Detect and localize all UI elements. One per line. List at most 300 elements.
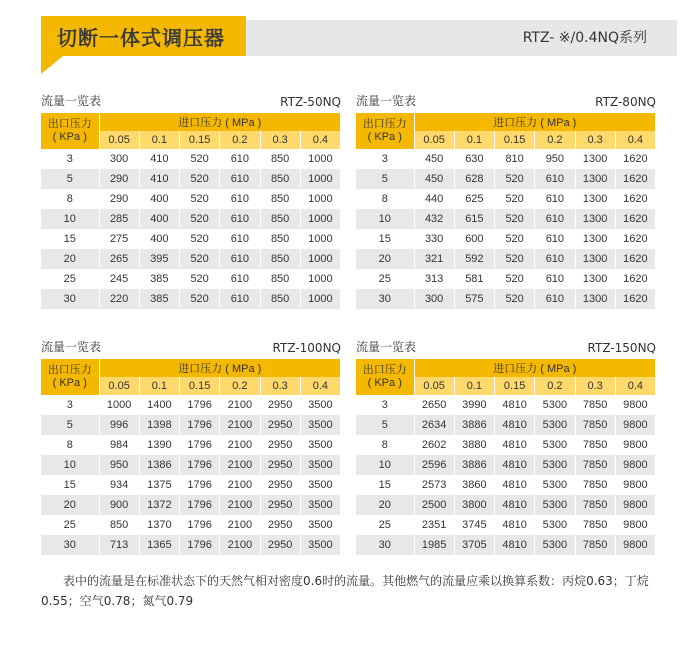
table-row — [356, 535, 656, 555]
flow-value-cell: 9800 — [615, 415, 655, 435]
flow-table — [41, 359, 341, 555]
flow-value-cell: 628 — [454, 169, 494, 189]
flow-value-cell: 2100 — [220, 495, 260, 515]
flow-value-cell: 1000 — [300, 149, 340, 169]
flow-value-cell: 7850 — [575, 435, 615, 455]
flow-value-cell: 850 — [260, 229, 300, 249]
flow-value-cell: 3880 — [454, 435, 494, 455]
flow-value-cell: 300 — [414, 289, 454, 309]
outlet-pressure-value: 20 — [41, 249, 99, 269]
flow-value-cell: 2100 — [220, 435, 260, 455]
outlet-pressure-value: 20 — [41, 495, 99, 515]
inlet-pressure-header: 进口压力 ( MPa ) — [414, 113, 656, 131]
flow-value-cell: 410 — [139, 149, 179, 169]
table-row — [41, 209, 341, 229]
table-row — [41, 269, 341, 289]
flow-value-cell: 4810 — [495, 415, 535, 435]
outlet-pressure-value: 8 — [41, 435, 99, 455]
flow-value-cell: 520 — [495, 289, 535, 309]
flow-value-cell: 1620 — [615, 169, 655, 189]
list-title: 流量一览表 — [41, 94, 102, 108]
flow-value-cell: 610 — [535, 209, 575, 229]
flow-value-cell: 7850 — [575, 495, 615, 515]
flow-value-cell: 4810 — [495, 455, 535, 475]
flow-value-cell: 1300 — [575, 249, 615, 269]
inlet-pressure-header: 进口压力 ( MPa ) — [99, 113, 341, 131]
page-title: 切断一体式调压器 — [57, 25, 225, 50]
outlet-pressure-value: 10 — [41, 209, 99, 229]
inlet-pressure-value: 0.05 — [99, 377, 139, 395]
flow-value-cell: 2950 — [260, 535, 300, 555]
inlet-pressure-value: 0.15 — [180, 377, 220, 395]
flow-value-cell: 265 — [99, 249, 139, 269]
flow-value-cell: 9800 — [615, 395, 655, 415]
flow-value-cell: 1796 — [180, 415, 220, 435]
flow-value-cell: 4810 — [495, 395, 535, 415]
flow-value-cell: 1000 — [300, 269, 340, 289]
table-row — [41, 535, 341, 555]
flow-value-cell: 9800 — [615, 435, 655, 455]
table-row — [41, 189, 341, 209]
outlet-pressure-value: 30 — [356, 289, 414, 309]
flow-value-cell: 400 — [139, 229, 179, 249]
flow-value-cell: 440 — [414, 189, 454, 209]
header-tab-notch — [41, 56, 63, 74]
flow-value-cell: 2950 — [260, 435, 300, 455]
inlet-pressure-value: 0.05 — [99, 131, 139, 149]
flow-value-cell: 1300 — [575, 149, 615, 169]
flow-value-cell: 245 — [99, 269, 139, 289]
model-name: RTZ-50NQ — [280, 95, 341, 109]
outlet-pressure-value: 25 — [41, 269, 99, 289]
list-title: 流量一览表 — [356, 340, 417, 354]
inlet-pressure-value: 0.2 — [535, 131, 575, 149]
inlet-pressure-value: 0.15 — [495, 131, 535, 149]
outlet-pressure-value: 30 — [41, 289, 99, 309]
flow-value-cell: 2596 — [414, 455, 454, 475]
flow-value-cell: 2500 — [414, 495, 454, 515]
flow-value-cell: 2950 — [260, 515, 300, 535]
flow-value-cell: 3886 — [454, 455, 494, 475]
inlet-pressure-value: 0.2 — [535, 377, 575, 395]
flow-value-cell: 290 — [99, 169, 139, 189]
model-name: RTZ-100NQ — [272, 341, 341, 355]
outlet-pressure-value: 25 — [356, 269, 414, 289]
flow-value-cell: 7850 — [575, 415, 615, 435]
flow-value-cell: 600 — [454, 229, 494, 249]
flow-value-cell: 2950 — [260, 495, 300, 515]
flow-value-cell: 2100 — [220, 395, 260, 415]
flow-value-cell: 1365 — [139, 535, 179, 555]
flow-value-cell: 5300 — [535, 515, 575, 535]
flow-value-cell: 713 — [99, 535, 139, 555]
inlet-pressure-value: 0.1 — [454, 131, 494, 149]
flow-value-cell: 610 — [535, 249, 575, 269]
flow-value-cell: 290 — [99, 189, 139, 209]
outlet-pressure-value: 10 — [356, 455, 414, 475]
flow-value-cell: 1620 — [615, 269, 655, 289]
flow-value-cell: 9800 — [615, 495, 655, 515]
table-caption — [356, 93, 656, 109]
table-row — [356, 395, 656, 415]
flow-value-cell: 1620 — [615, 289, 655, 309]
flow-value-cell: 321 — [414, 249, 454, 269]
flow-value-cell: 330 — [414, 229, 454, 249]
flow-value-cell: 1620 — [615, 189, 655, 209]
flow-value-cell: 934 — [99, 475, 139, 495]
inlet-pressure-value: 0.3 — [260, 131, 300, 149]
flow-value-cell: 9800 — [615, 475, 655, 495]
inlet-pressure-value: 0.15 — [495, 377, 535, 395]
flow-value-cell: 900 — [99, 495, 139, 515]
flow-value-cell: 2950 — [260, 455, 300, 475]
outlet-pressure-value: 5 — [41, 169, 99, 189]
flow-value-cell: 3886 — [454, 415, 494, 435]
flow-value-cell: 2100 — [220, 535, 260, 555]
flow-table-block — [356, 93, 656, 309]
flow-value-cell: 3500 — [300, 475, 340, 495]
flow-value-cell: 2573 — [414, 475, 454, 495]
outlet-pressure-value: 5 — [356, 169, 414, 189]
flow-value-cell: 850 — [260, 249, 300, 269]
outlet-pressure-value: 10 — [41, 455, 99, 475]
flow-value-cell: 3705 — [454, 535, 494, 555]
flow-value-cell: 520 — [180, 249, 220, 269]
outlet-pressure-value: 8 — [356, 189, 414, 209]
table-row — [41, 169, 341, 189]
flow-value-cell: 1300 — [575, 209, 615, 229]
flow-value-cell: 400 — [139, 209, 179, 229]
inlet-pressure-value: 0.05 — [414, 131, 454, 149]
flow-value-cell: 520 — [495, 269, 535, 289]
flow-value-cell: 1000 — [300, 169, 340, 189]
flow-value-cell: 520 — [180, 189, 220, 209]
outlet-pressure-value: 25 — [41, 515, 99, 535]
flow-value-cell: 1386 — [139, 455, 179, 475]
inlet-pressure-header: 进口压力 ( MPa ) — [414, 359, 656, 377]
outlet-pressure-value: 20 — [356, 495, 414, 515]
outlet-pressure-value: 30 — [356, 535, 414, 555]
flow-value-cell: 4810 — [495, 535, 535, 555]
flow-value-cell: 850 — [99, 515, 139, 535]
flow-value-cell: 1796 — [180, 475, 220, 495]
flow-value-cell: 610 — [220, 229, 260, 249]
flow-value-cell: 5300 — [535, 395, 575, 415]
model-name: RTZ-80NQ — [595, 95, 656, 109]
flow-value-cell: 285 — [99, 209, 139, 229]
flow-value-cell: 7850 — [575, 515, 615, 535]
table-row — [41, 415, 341, 435]
header-title-tab — [41, 16, 246, 56]
table-row — [41, 289, 341, 309]
outlet-label: 出口压力 — [47, 364, 92, 376]
outlet-pressure-value: 5 — [356, 415, 414, 435]
inlet-pressure-value: 0.3 — [260, 377, 300, 395]
table-row — [41, 475, 341, 495]
table-caption — [41, 93, 341, 109]
flow-value-cell: 7850 — [575, 535, 615, 555]
flow-value-cell: 1000 — [300, 209, 340, 229]
outlet-pressure-value: 20 — [356, 249, 414, 269]
flow-value-cell: 4810 — [495, 495, 535, 515]
flow-value-cell: 385 — [139, 269, 179, 289]
table-row — [356, 269, 656, 289]
flow-value-cell: 4810 — [495, 515, 535, 535]
flow-value-cell: 3800 — [454, 495, 494, 515]
table-row — [356, 515, 656, 535]
flow-value-cell: 2100 — [220, 515, 260, 535]
flow-value-cell: 3745 — [454, 515, 494, 535]
inlet-pressure-value: 0.05 — [414, 377, 454, 395]
outlet-pressure-value: 10 — [356, 209, 414, 229]
table-row — [41, 149, 341, 169]
flow-value-cell: 1620 — [615, 209, 655, 229]
flow-value-cell: 615 — [454, 209, 494, 229]
outlet-pressure-value: 30 — [41, 535, 99, 555]
inlet-pressure-value: 0.15 — [180, 131, 220, 149]
flow-value-cell: 520 — [495, 209, 535, 229]
flow-value-cell: 3990 — [454, 395, 494, 415]
flow-value-cell: 592 — [454, 249, 494, 269]
flow-value-cell: 984 — [99, 435, 139, 455]
inlet-pressure-header: 进口压力 ( MPa ) — [99, 359, 341, 377]
flow-value-cell: 9800 — [615, 515, 655, 535]
table-row — [41, 395, 341, 415]
flow-value-cell: 1796 — [180, 395, 220, 415]
inlet-pressure-value: 0.1 — [139, 377, 179, 395]
flow-value-cell: 610 — [220, 209, 260, 229]
flow-value-cell: 850 — [260, 289, 300, 309]
flow-value-cell: 2100 — [220, 475, 260, 495]
flow-value-cell: 5300 — [535, 455, 575, 475]
flow-value-cell: 2950 — [260, 475, 300, 495]
flow-value-cell: 2100 — [220, 415, 260, 435]
outlet-pressure-value: 15 — [41, 229, 99, 249]
flow-value-cell: 610 — [535, 229, 575, 249]
flow-table — [356, 359, 656, 555]
table-row — [356, 415, 656, 435]
outlet-pressure-value: 25 — [356, 515, 414, 535]
table-row — [356, 475, 656, 495]
flow-value-cell: 7850 — [575, 395, 615, 415]
flow-value-cell: 950 — [99, 455, 139, 475]
flow-value-cell: 996 — [99, 415, 139, 435]
flow-value-cell: 1398 — [139, 415, 179, 435]
flow-value-cell: 850 — [260, 169, 300, 189]
flow-value-cell: 9800 — [615, 455, 655, 475]
flow-value-cell: 2602 — [414, 435, 454, 455]
outlet-pressure-value: 5 — [41, 415, 99, 435]
flow-value-cell: 1300 — [575, 269, 615, 289]
flow-value-cell: 313 — [414, 269, 454, 289]
inlet-pressure-value: 0.2 — [220, 377, 260, 395]
table-row — [356, 169, 656, 189]
list-title: 流量一览表 — [41, 340, 102, 354]
flow-value-cell: 3500 — [300, 515, 340, 535]
flow-value-cell: 1796 — [180, 495, 220, 515]
inlet-pressure-value: 0.1 — [454, 377, 494, 395]
flow-value-cell: 1400 — [139, 395, 179, 415]
table-row — [41, 229, 341, 249]
table-row — [356, 289, 656, 309]
inlet-pressure-value: 0.1 — [139, 131, 179, 149]
table-caption — [356, 339, 656, 355]
flow-value-cell: 1796 — [180, 435, 220, 455]
flow-value-cell: 1300 — [575, 289, 615, 309]
flow-table-block — [41, 339, 341, 555]
flow-value-cell: 450 — [414, 169, 454, 189]
flow-value-cell: 520 — [180, 269, 220, 289]
outlet-pressure-value: 15 — [356, 475, 414, 495]
flow-value-cell: 3500 — [300, 395, 340, 415]
flow-value-cell: 520 — [180, 169, 220, 189]
inlet-pressure-value: 0.4 — [615, 131, 655, 149]
series-label: RTZ- ※/0.4NQ系列 — [522, 30, 647, 46]
flow-value-cell: 5300 — [535, 535, 575, 555]
flow-value-cell: 450 — [414, 149, 454, 169]
flow-value-cell: 1375 — [139, 475, 179, 495]
flow-value-cell: 1796 — [180, 535, 220, 555]
outlet-unit: ( KPa ) — [52, 131, 87, 143]
flow-value-cell: 520 — [495, 189, 535, 209]
outlet-pressure-value: 15 — [41, 475, 99, 495]
flow-value-cell: 2100 — [220, 455, 260, 475]
flow-value-cell: 1796 — [180, 515, 220, 535]
flow-value-cell: 850 — [260, 209, 300, 229]
flow-value-cell: 5300 — [535, 415, 575, 435]
flow-value-cell: 610 — [535, 289, 575, 309]
table-row — [356, 495, 656, 515]
flow-value-cell: 2634 — [414, 415, 454, 435]
flow-value-cell: 5300 — [535, 495, 575, 515]
flow-value-cell: 1000 — [99, 395, 139, 415]
flow-value-cell: 300 — [99, 149, 139, 169]
flow-value-cell: 630 — [454, 149, 494, 169]
flow-table — [41, 113, 341, 309]
inlet-pressure-value: 0.2 — [220, 131, 260, 149]
outlet-label: 出口压力 — [47, 118, 92, 130]
flow-value-cell: 3500 — [300, 415, 340, 435]
flow-value-cell: 4810 — [495, 435, 535, 455]
table-row — [356, 455, 656, 475]
outlet-pressure-header — [41, 359, 99, 395]
table-row — [356, 209, 656, 229]
outlet-unit: ( KPa ) — [367, 131, 402, 143]
model-name: RTZ-150NQ — [587, 341, 656, 355]
flow-value-cell: 2950 — [260, 395, 300, 415]
flow-value-cell: 520 — [180, 149, 220, 169]
flow-value-cell: 1000 — [300, 249, 340, 269]
inlet-pressure-value: 0.4 — [300, 131, 340, 149]
flow-table-block — [356, 339, 656, 555]
outlet-label: 出口压力 — [362, 118, 407, 130]
table-row — [356, 149, 656, 169]
flow-value-cell: 1390 — [139, 435, 179, 455]
table-row — [41, 435, 341, 455]
flow-value-cell: 1000 — [300, 229, 340, 249]
flow-value-cell: 2650 — [414, 395, 454, 415]
flow-value-cell: 3500 — [300, 455, 340, 475]
flow-value-cell: 520 — [495, 249, 535, 269]
flow-value-cell: 410 — [139, 169, 179, 189]
flow-value-cell: 581 — [454, 269, 494, 289]
table-row — [356, 249, 656, 269]
flow-table-block — [41, 93, 341, 309]
flow-value-cell: 850 — [260, 189, 300, 209]
flow-value-cell: 7850 — [575, 475, 615, 495]
table-row — [41, 249, 341, 269]
flow-value-cell: 610 — [220, 169, 260, 189]
flow-value-cell: 2950 — [260, 415, 300, 435]
flow-value-cell: 810 — [495, 149, 535, 169]
table-row — [41, 495, 341, 515]
flow-value-cell: 4810 — [495, 475, 535, 495]
flow-value-cell: 1620 — [615, 149, 655, 169]
flow-value-cell: 1372 — [139, 495, 179, 515]
table-caption — [41, 339, 341, 355]
flow-value-cell: 1620 — [615, 249, 655, 269]
flow-value-cell: 3500 — [300, 535, 340, 555]
flow-value-cell: 1620 — [615, 229, 655, 249]
flow-value-cell: 5300 — [535, 475, 575, 495]
flow-table — [356, 113, 656, 309]
flow-value-cell: 950 — [535, 149, 575, 169]
flow-value-cell: 3500 — [300, 435, 340, 455]
outlet-pressure-value: 8 — [356, 435, 414, 455]
table-row — [41, 455, 341, 475]
flow-value-cell: 520 — [180, 289, 220, 309]
flow-value-cell: 3860 — [454, 475, 494, 495]
flow-value-cell: 7850 — [575, 455, 615, 475]
flow-value-cell: 400 — [139, 189, 179, 209]
flow-value-cell: 850 — [260, 149, 300, 169]
flow-value-cell: 2351 — [414, 515, 454, 535]
table-row — [356, 189, 656, 209]
flow-value-cell: 1370 — [139, 515, 179, 535]
flow-value-cell: 520 — [180, 229, 220, 249]
flow-value-cell: 275 — [99, 229, 139, 249]
outlet-label: 出口压力 — [362, 364, 407, 376]
inlet-pressure-value: 0.3 — [575, 377, 615, 395]
outlet-pressure-value: 15 — [356, 229, 414, 249]
flow-value-cell: 610 — [220, 189, 260, 209]
outlet-unit: ( KPa ) — [52, 377, 87, 389]
flow-value-cell: 520 — [495, 229, 535, 249]
flow-value-cell: 1300 — [575, 229, 615, 249]
flow-value-cell: 610 — [220, 149, 260, 169]
table-row — [41, 515, 341, 535]
flow-value-cell: 520 — [180, 209, 220, 229]
outlet-pressure-header — [41, 113, 99, 149]
flow-value-cell: 1300 — [575, 169, 615, 189]
flow-value-cell: 1796 — [180, 455, 220, 475]
inlet-pressure-value: 0.4 — [300, 377, 340, 395]
inlet-pressure-value: 0.3 — [575, 131, 615, 149]
outlet-pressure-header — [356, 359, 414, 395]
flow-value-cell: 5300 — [535, 435, 575, 455]
flow-value-cell: 220 — [99, 289, 139, 309]
flow-value-cell: 850 — [260, 269, 300, 289]
flow-value-cell: 1000 — [300, 189, 340, 209]
flow-value-cell: 610 — [220, 289, 260, 309]
flow-value-cell: 610 — [535, 189, 575, 209]
flow-value-cell: 432 — [414, 209, 454, 229]
outlet-pressure-value: 3 — [356, 149, 414, 169]
flow-value-cell: 520 — [495, 169, 535, 189]
outlet-pressure-value: 3 — [356, 395, 414, 415]
footnote: 表中的流量是在标准状态下的天然气相对密度0.6时的流量。其他燃气的流量应乘以换算系数：丙烷0.63；丁烷0.55；空气0.78；氮气0.79 — [41, 574, 649, 608]
table-row — [356, 229, 656, 249]
